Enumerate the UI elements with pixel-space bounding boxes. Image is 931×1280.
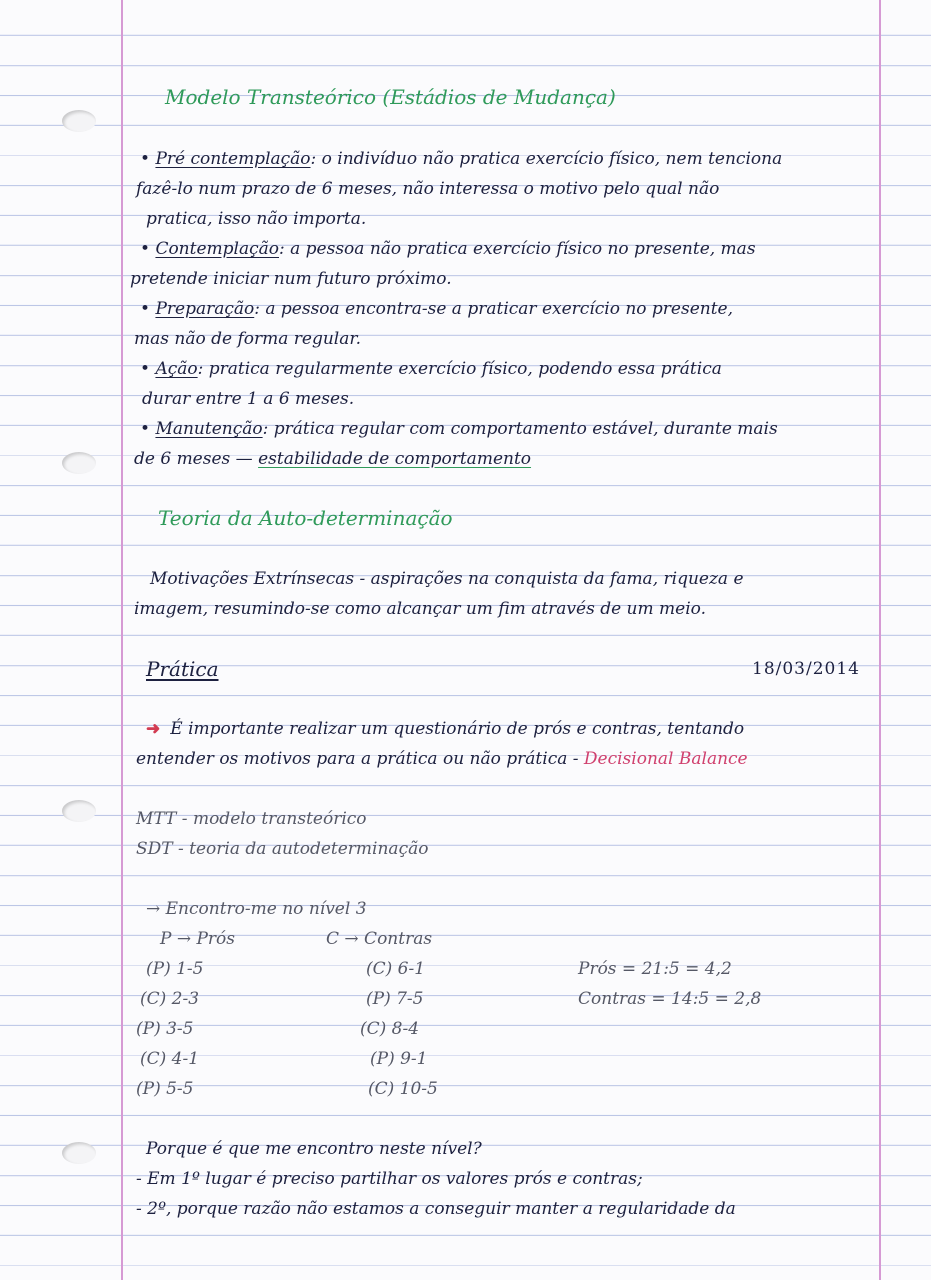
score-item: (P) 5-5 <box>136 1079 194 1099</box>
stage-text: : prática regular com comportamento estável, durante mais <box>262 419 778 439</box>
stage-text: : a pessoa não pratica exercício físico no presente, mas <box>279 239 756 259</box>
calc-pros: Prós = 21:5 = 4,2 <box>578 959 732 979</box>
stage-text: : a pessoa encontra-se a praticar exercício no presente, <box>254 299 734 319</box>
porque-question: Porque é que me encontro neste nível? <box>146 1139 482 1159</box>
stage-acao: • Ação: pratica regularmente exercício físico, podendo essa prática <box>140 359 722 379</box>
score-item: (P) 9-1 <box>370 1049 428 1069</box>
score-item: (P) 7-5 <box>366 989 424 1009</box>
stage-label: Contemplação <box>155 239 279 259</box>
abbrev-sdt: SDT - teoria da autodeterminação <box>136 839 429 859</box>
score-item: (C) 2-3 <box>140 989 200 1009</box>
stage-label: Ação <box>155 359 198 379</box>
stage-text: : o indivíduo não pratica exercício físico, nem tenciona <box>310 149 783 169</box>
important-text: É importante realizar um questionário de prós e contras, tentando <box>170 719 745 739</box>
score-item: (C) 8-4 <box>360 1019 420 1039</box>
stage-text: de 6 meses — <box>134 449 259 469</box>
porque-line: - Em 1º lugar é preciso partilhar os valores prós e contras; <box>136 1169 643 1189</box>
stage-text: mas não de forma regular. <box>134 329 362 349</box>
binder-hole <box>62 800 96 822</box>
abbrev-mtt: MTT - modelo transteórico <box>136 809 367 829</box>
highlight-estabilidade: estabilidade de comportamento <box>258 449 532 469</box>
important-text: entender os motivos para a prática ou não prática - <box>136 749 584 769</box>
binder-hole <box>62 110 96 132</box>
porque-line: - 2º, porque razão não estamos a conseguir manter a regularidade da <box>136 1199 736 1219</box>
left-margin-line <box>121 0 123 1280</box>
score-item: (C) 4-1 <box>140 1049 200 1069</box>
score-item: (P) 1-5 <box>146 959 204 979</box>
right-margin-line <box>879 0 881 1280</box>
score-item: (C) 10-5 <box>368 1079 438 1099</box>
stage-pre-contemplacao: • Pré contemplação: o indivíduo não pratica exercício físico, nem tenciona <box>140 149 783 169</box>
heading-modelo-transteorico: Modelo Transteórico (Estádios de Mudança) <box>165 85 616 109</box>
score-item: (C) 6-1 <box>366 959 426 979</box>
stage-label: Pré contemplação <box>155 149 311 169</box>
stage-text: pretende iniciar num futuro próximo. <box>130 269 452 289</box>
stage-text: : pratica regularmente exercício físico, podendo essa prática <box>197 359 722 379</box>
stage-manutencao-last-line <box>134 448 531 470</box>
stage-text: pratica, isso não importa. <box>146 209 367 229</box>
pros-key: P → Prós <box>160 929 236 949</box>
stage-text: durar entre 1 a 6 meses. <box>142 389 355 409</box>
red-arrow-icon: ➜ <box>146 719 161 739</box>
nivel-line: → Encontro-me no nível 3 <box>146 899 367 919</box>
heading-teoria-auto-determinacao: Teoria da Auto-determinação <box>158 506 453 530</box>
motivacoes-line: Motivações Extrínsecas - aspirações na conquista da fama, riqueza e <box>150 569 744 589</box>
pratica-title: Prática <box>146 657 219 681</box>
stage-contemplacao: • Contemplação: a pessoa não pratica exercício físico no presente, mas <box>140 239 756 259</box>
binder-hole <box>62 452 96 474</box>
score-item: (P) 3-5 <box>136 1019 194 1039</box>
important-line <box>136 748 748 770</box>
decisional-balance: Decisional Balance <box>583 749 748 769</box>
stage-text: fazê-lo num prazo de 6 meses, não interessa o motivo pelo qual não <box>136 179 720 199</box>
motivacoes-line: imagem, resumindo-se como alcançar um fim através de um meio. <box>134 599 706 619</box>
stage-label: Manutenção <box>155 419 263 439</box>
pratica-date: 18/03/2014 <box>752 659 860 679</box>
important-line <box>146 718 744 740</box>
stage-preparacao: • Preparação: a pessoa encontra-se a praticar exercício no presente, <box>140 299 734 319</box>
stage-manutencao: • Manutenção: prática regular com comportamento estável, durante mais <box>140 419 778 439</box>
contras-key: C → Contras <box>326 929 433 949</box>
stage-label: Preparação <box>155 299 255 319</box>
binder-hole <box>62 1142 96 1164</box>
calc-contras: Contras = 14:5 = 2,8 <box>578 989 762 1009</box>
